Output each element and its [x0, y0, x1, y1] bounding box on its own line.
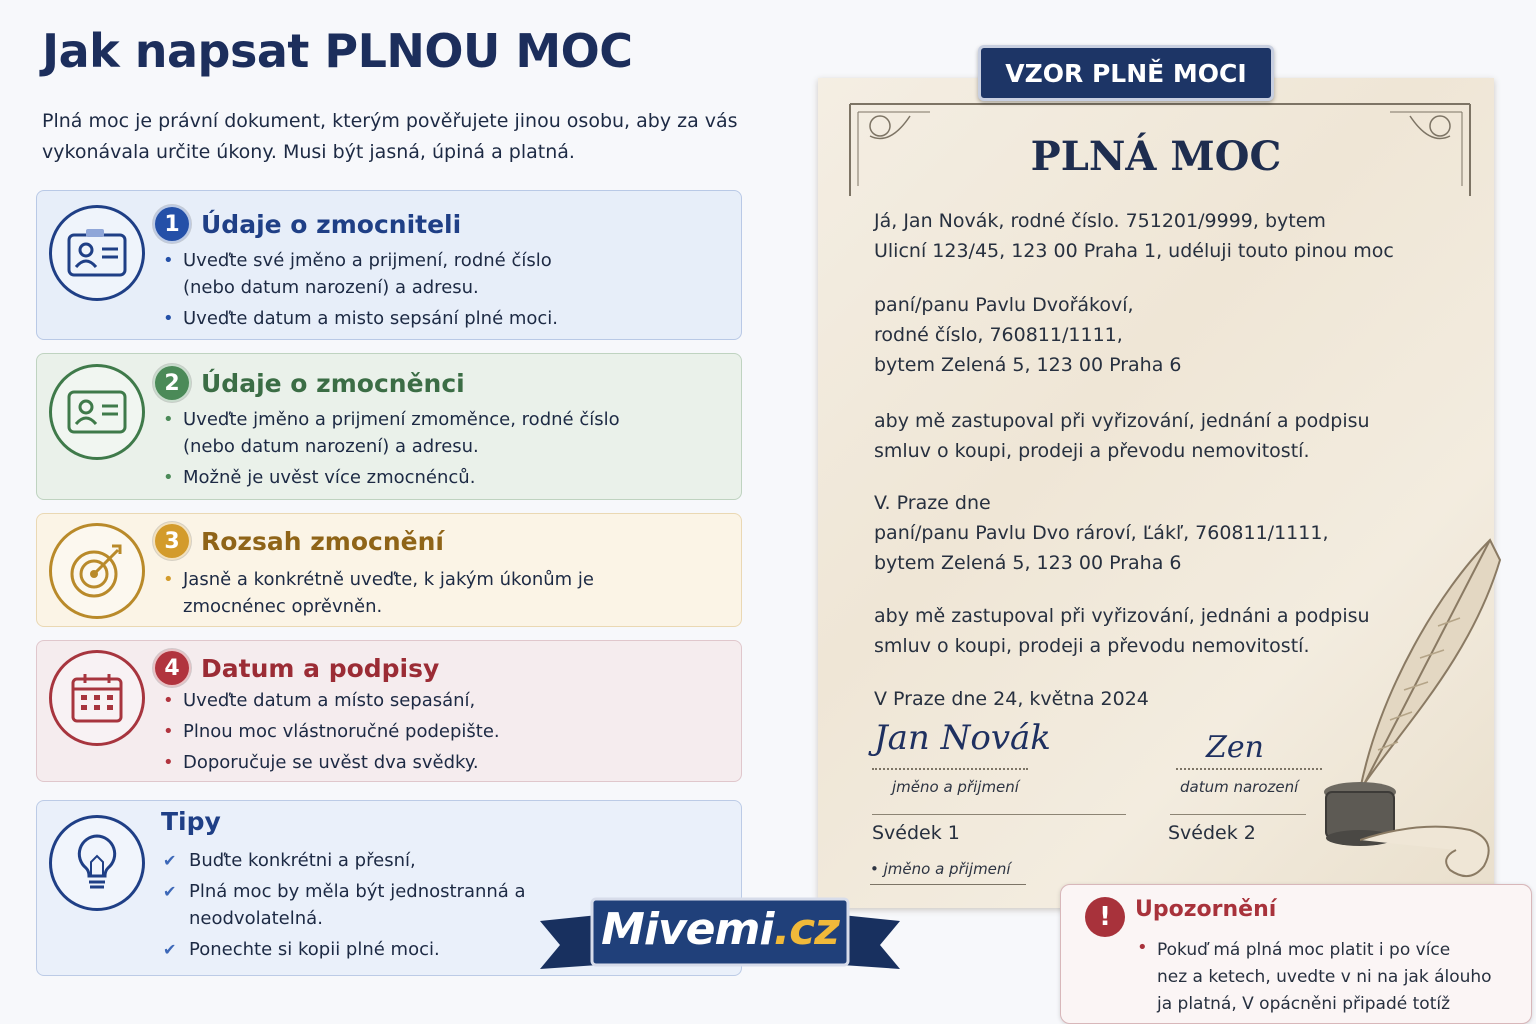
step-number: 3: [153, 522, 191, 560]
section-title: 1 Údaje o zmocniteli: [153, 205, 461, 243]
doc-paragraph: Já, Jan Novák, rodné číslo. 751201/9999, bytem Ulicní 123/45, 123 00 Praha 1, udéluji touto pinou moc: [874, 210, 1394, 262]
exclamation-icon: !: [1085, 897, 1125, 937]
scroll-curl: [1360, 810, 1500, 890]
list-item: • Možně je uvěst více zmocnénců.: [161, 464, 663, 491]
section-zmocnenec: [36, 353, 742, 500]
bullet-icon: •: [1137, 937, 1148, 958]
signature-2: Zen: [1206, 730, 1264, 765]
brand-logo[interactable]: Mivemi .cz: [601, 903, 839, 955]
list-item: • Uveďte datum a misto sepsání plné moci.: [161, 305, 603, 332]
document-title: PLNÁ MOC: [1030, 133, 1282, 180]
section-rozsah: [36, 513, 742, 627]
section-zmocnitel: [36, 190, 742, 340]
step-number: 1: [153, 205, 191, 243]
doc-paragraph: aby mě zastupoval při vyřizování, jednáni a podpisu smluv o koupi, prodeji a převodu nemovitostí.: [874, 605, 1370, 657]
list-item: • Uveďte své jměno a prijmení, rodné číslo (nebo datum narození) a adresu.: [161, 247, 603, 301]
section-title: 2 Údaje o zmocněnci: [153, 364, 465, 402]
calendar-icon: [49, 650, 145, 746]
lightbulb-icon: [49, 815, 145, 911]
tip-item: ✔ Plná moc by měla být jednostranná a neodvolatelná.: [161, 878, 569, 932]
witness-line-2: [1170, 814, 1306, 815]
warning-box: [1060, 884, 1532, 1024]
doc-date-line: V Praze dne 24, května 2024: [874, 688, 1149, 710]
witness-2-label: Svédek 2: [1168, 822, 1256, 844]
target-icon: [49, 523, 145, 619]
list-item: • Uveďte jměno a prijmení zmoměnce, rodné číslo (nebo datum narození) a adresu.: [161, 406, 663, 460]
list-item: • Jasně a konkrétně uveďte, k jakým úkonům je zmocnénec oprěvněn.: [161, 566, 613, 620]
witness-1-label: Svédek 1: [872, 822, 960, 844]
intro-text: Plná moc je právní dokument, kterým pověřujete jinou osobu, aby za vás vykonávala určite úkony. Musi být jasná, úpiná a platná.: [42, 110, 738, 163]
signature-caption: jměno a přijmení: [892, 778, 1019, 796]
doc-paragraph: aby mě zastupoval při vyřizování, jednání a podpisu smluv o koupi, prodeji a převodu nemovitostí.: [874, 410, 1370, 462]
warning-text: Pokuď má plná moc platit i po více nez a ketech, uvedte v ni na jak álouho ja platná, V opácněni připadé totíž: [1157, 940, 1492, 1014]
doc-paragraph: V. Praze dne paní/panu Pavlu Dvo rároví, Ľákľ, 760811/1111, bytem Zelená 5, 123 00 Praha 6: [874, 492, 1329, 574]
tips-title: Tipy: [161, 807, 221, 836]
tip-item: ✔ Buďte konkrétni a přesní,: [161, 847, 569, 874]
list-item: • Uveďte datum a místo sepasání,: [161, 687, 500, 714]
witness-caption: • jměno a přijmení: [870, 860, 1011, 878]
warning-title: Upozornění: [1135, 897, 1277, 922]
witness-sign-line: [870, 884, 1026, 885]
signature: Jan Novák: [874, 718, 1051, 758]
list-item: • Doporučuje se uvěst dva svědky.: [161, 749, 500, 776]
signature-line-2: [1176, 768, 1322, 770]
doc-paragraph: paní/panu Pavlu Dvořákoví, rodné číslo, 760811/1111, bytem Zelená 5, 123 00 Praha 6: [874, 294, 1182, 376]
birthdate-caption: datum narození: [1180, 778, 1299, 796]
section-title: 4 Datum a podpisy: [153, 649, 439, 687]
section-datum-podpisy: [36, 640, 742, 782]
list-item: • Plnou moc vlástnoručné podepište.: [161, 718, 500, 745]
witness-line: [872, 814, 1126, 815]
section-title: 3 Rozsah zmocnění: [153, 522, 444, 560]
page-title: Jak napsat PLNOU MOC: [42, 24, 633, 78]
signature-line: [872, 768, 1028, 770]
id-card-icon: [49, 205, 145, 301]
tip-item: ✔ Ponechte si kopii plné moci.: [161, 936, 569, 963]
step-number: 4: [153, 649, 191, 687]
document-badge: VZOR PLNĚ MOCI: [978, 45, 1274, 101]
id-card-icon: [49, 364, 145, 460]
step-number: 2: [153, 364, 191, 402]
